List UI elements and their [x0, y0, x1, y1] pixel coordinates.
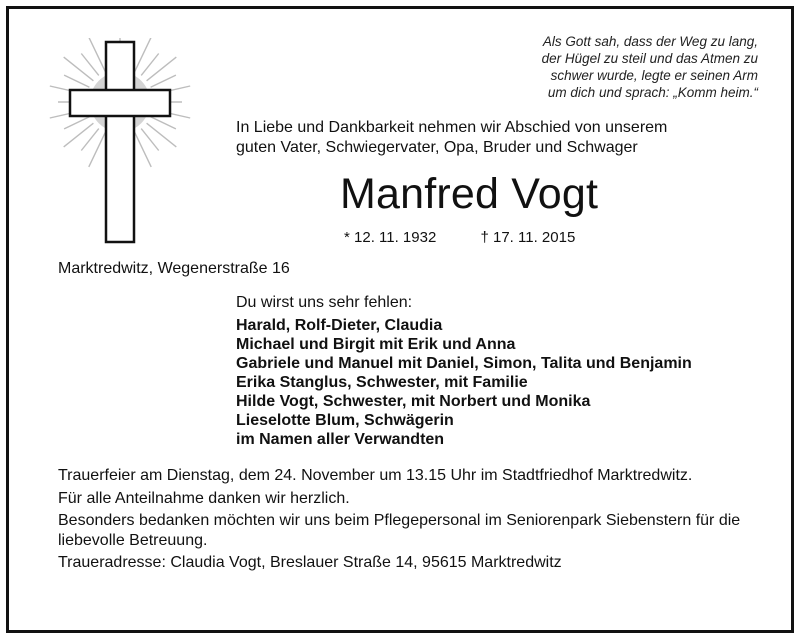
sun-ray	[141, 129, 159, 151]
sun-ray	[141, 54, 159, 76]
sun-ray	[64, 75, 89, 87]
birth-date: * 12. 11. 1932	[344, 229, 437, 246]
thanks-note: Für alle Anteilnahme danken wir herzlich.	[58, 489, 350, 507]
mourner-line: Michael und Birgit mit Erik und Anna	[236, 336, 516, 353]
mourner-line: Lieselotte Blum, Schwägerin	[236, 412, 454, 429]
poem-line: um dich und sprach: „Komm heim.“	[547, 85, 758, 100]
mourning-address: Traueradresse: Claudia Vogt, Breslauer Straße 14, 95615 Marktredwitz	[58, 554, 562, 571]
mourner-line: Harald, Rolf-Dieter, Claudia	[236, 317, 443, 334]
intro-line: guten Vater, Schwiegervater, Opa, Bruder und Schwager	[236, 139, 638, 156]
poem-line: Als Gott sah, dass der Weg zu lang,	[542, 34, 758, 49]
residence-address: Marktredwitz, Wegenerstraße 16	[58, 260, 290, 277]
mourners-lead: Du wirst uns sehr fehlen:	[236, 294, 413, 311]
footer-notes	[58, 466, 758, 573]
life-dates	[344, 229, 575, 247]
deceased-name: Manfred Vogt	[340, 170, 599, 218]
death-date: † 17. 11. 2015	[480, 229, 576, 246]
sun-ray	[151, 75, 176, 87]
poem-line: der Hügel zu steil und das Atmen zu	[541, 51, 758, 66]
intro-text	[236, 118, 756, 158]
mourner-line: Erika Stanglus, Schwester, mit Familie	[236, 374, 528, 391]
mourners-block	[236, 293, 692, 449]
mourner-line: Gabriele und Manuel mit Daniel, Simon, Talita und Benjamin	[236, 355, 692, 372]
sun-ray	[64, 117, 89, 129]
poem	[488, 33, 758, 101]
sun-ray	[81, 129, 99, 151]
funeral-info: Trauerfeier am Dienstag, dem 24. November um 13.15 Uhr im Stadtfriedhof Marktredwitz.	[58, 467, 693, 484]
cross-with-rays-icon	[40, 38, 200, 248]
mourner-line: im Namen aller Verwandten	[236, 431, 445, 448]
poem-line: schwer wurde, legte er seinen Arm	[550, 68, 758, 83]
special-thanks-note: Besonders bedanken möchten wir uns beim Pflegepersonal im Seniorenpark Siebenstern für die liebevolle Betreuung.	[58, 512, 741, 549]
mourner-line: Hilde Vogt, Schwester, mit Norbert und Monika	[236, 393, 591, 410]
sun-ray	[151, 117, 176, 129]
sun-ray	[81, 54, 99, 76]
intro-line: In Liebe und Dankbarkeit nehmen wir Abschied von unserem	[236, 119, 668, 136]
